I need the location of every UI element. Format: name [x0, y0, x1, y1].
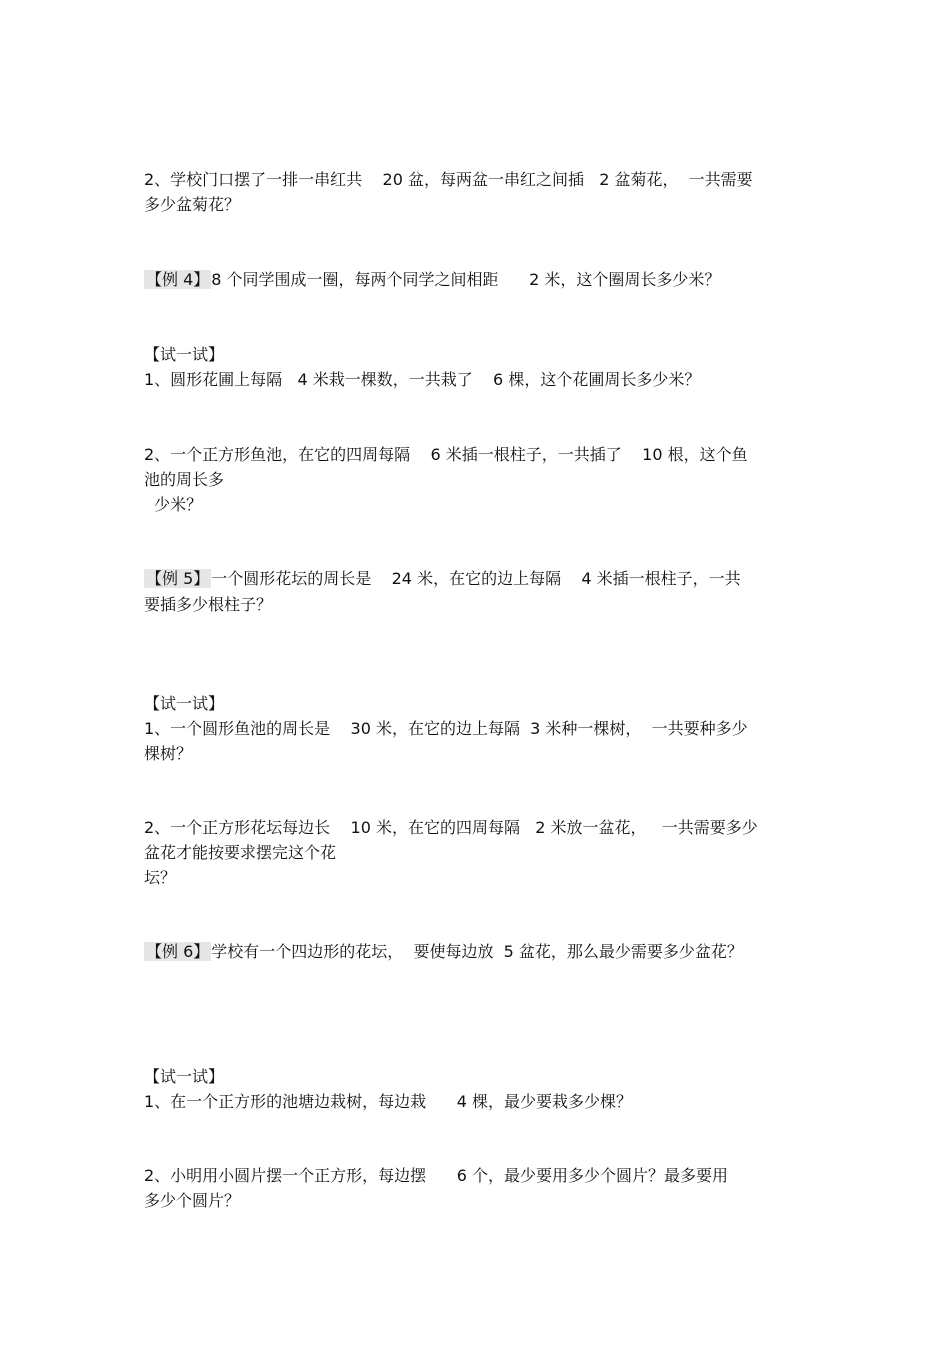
try2-question-1-line-1: 1、一个圆形鱼池的周长是 30 米，在它的边上每隔 3 米种一棵树， 一共要种多少: [144, 719, 748, 738]
try3-question-1: 1、在一个正方形的池塘边栽树，每边栽 4 棵，最少要栽多少棵？: [144, 1092, 632, 1111]
example-6-tag: 【例 6】: [146, 942, 210, 961]
try-heading-3: 【试一试】: [144, 1067, 225, 1086]
try1-question-1: 1、圆形花圃上每隔 4 米栽一棵数，一共栽了 6 棵，这个花圃周长多少米？: [144, 370, 701, 389]
example-5-text: 一个圆形花坛的周长是 24 米，在它的边上每隔 4 米插一根柱子，一共: [211, 569, 741, 588]
try1-question-2-line-2: 池的周长多: [144, 470, 225, 489]
try-heading-2: 【试一试】: [144, 694, 225, 713]
try2-question-2-line-3: 坛？: [144, 868, 177, 887]
try2-question-2-line-1: 2、一个正方形花坛每边长 10 米，在它的四周每隔 2 米放一盆花， 一共需要多少: [144, 818, 758, 837]
problem-2-line-1: 2、学校门口摆了一排一串红共 20 盆，每两盆一串红之间插 2 盆菊花， 一共需要: [144, 170, 753, 189]
try3-question-2-line-1: 2、小明用小圆片摆一个正方形，每边摆 6 个，最少要用多少个圆片？最多要用: [144, 1166, 728, 1185]
try2-question-1-line-2: 棵树？: [144, 744, 193, 763]
example-4-tag: 【例 4】: [146, 270, 210, 289]
try3-question-2-line-2: 多少个圆片？: [144, 1191, 241, 1210]
example-5-line-2: 要插多少根柱子？: [144, 595, 273, 614]
try1-question-2-line-1: 2、一个正方形鱼池，在它的四周每隔 6 米插一根柱子，一共插了 10 根，这个鱼: [144, 445, 748, 464]
try-heading-1: 【试一试】: [144, 345, 225, 364]
problem-2-line-2: 多少盆菊花？: [144, 195, 241, 214]
example-5-tag: 【例 5】: [146, 569, 210, 588]
example-6-text: 学校有一个四边形的花坛， 要使每边放 5 盆花，那么最少需要多少盆花？: [211, 942, 743, 961]
example-4-text: 8 个同学围成一圈，每两个同学之间相距 2 米，这个圈周长多少米？: [211, 270, 721, 289]
example-6: [144, 942, 743, 962]
example-4: [144, 270, 720, 290]
try2-question-2-line-2: 盆花才能按要求摆完这个花: [144, 843, 337, 862]
try1-question-2-line-3: 少米？: [144, 495, 203, 514]
example-5-line-1: [144, 569, 741, 589]
